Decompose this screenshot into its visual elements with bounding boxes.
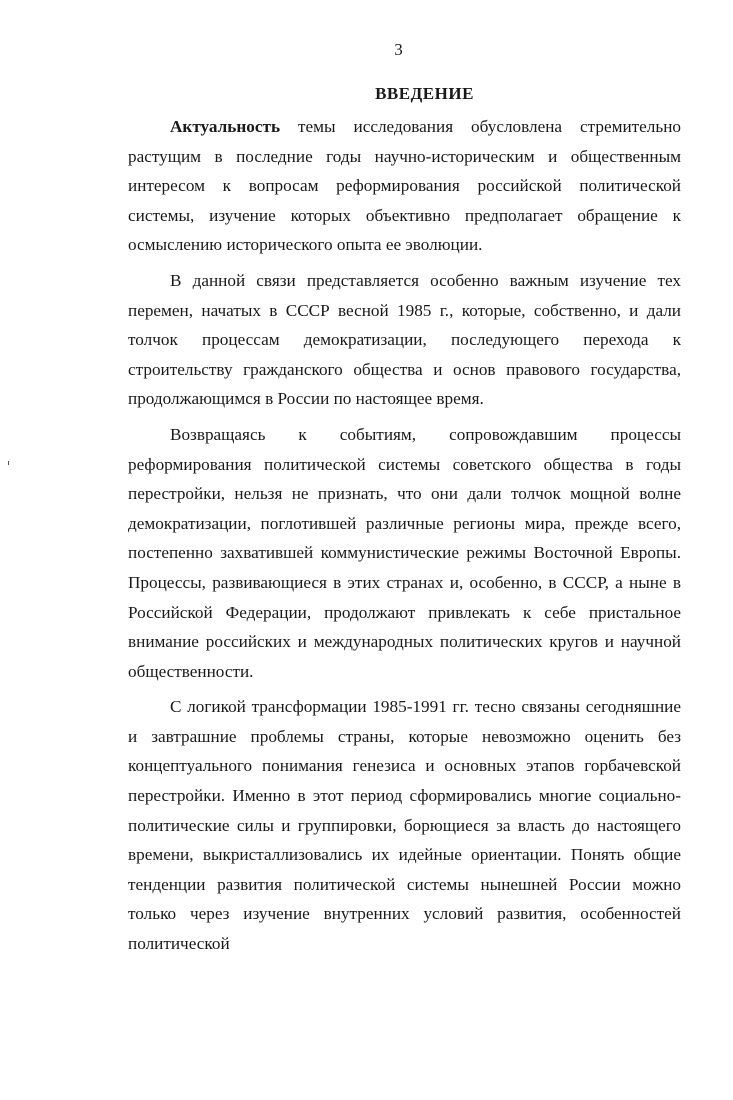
paragraph-context [128, 266, 681, 414]
scan-margin-mark [8, 461, 9, 465]
paragraph-lead-word: Актуальность [170, 117, 281, 136]
paragraph-transformation-logic [128, 692, 681, 958]
paragraph-text: С логикой трансформации 1985-1991 гг. тесно связаны сегодняшние и завтрашние проблемы страны, которые невозможно оценить без концептуального понимания генезиса и основных этапов горбачевской перестройки. Именно в этот период сформировались многие социально-политические силы и группировки, борющиеся за власть до настоящего времени, выкристаллизовались их идейные ориентации. Понять общие тенденции развития политической системы нынешней России можно только через изучение внутренних условий развития, особенностей политической [128, 697, 681, 954]
paragraph-relevance [128, 112, 681, 260]
section-heading: ВВЕДЕНИЕ [375, 84, 474, 103]
paragraph-text: Возвращаясь к событиям, сопровождавшим процессы реформирования политической системы советского общества в годы перестройки, нельзя не признать, что они дали толчок мощной волне демократизации, поглотившей различные регионы мира, прежде всего, постепенно захватившей коммунистические режимы Восточной Европы. Процессы, развивающиеся в этих странах и, особенно, в СССР, а ныне в Российской Федерации, продолжают привлекать к себе пристальное внимание российских и международных политических кругов и научной общественности. [128, 424, 681, 681]
page-number: 3 [394, 40, 403, 59]
paragraph-perestroika-reforms [128, 420, 681, 686]
paragraph-text: В данной связи представляется особенно важным изучение тех перемен, начатых в СССР весной 1985 г., которые, собственно, и дали толчок процессам демократизации, последующего перехода к строительству гражданского общества и основ правового государства, продолжающимся в России по настоящее время. [128, 270, 681, 409]
paragraph-text: темы исследования обусловлена стремительно растущим в последние годы научно-историческим и общественным интересом к вопросам реформирования российской политической системы, изучение которых объективно предполагает обращение к осмыслению исторического опыта ее эволюции. [128, 117, 681, 255]
body-text [128, 112, 681, 965]
